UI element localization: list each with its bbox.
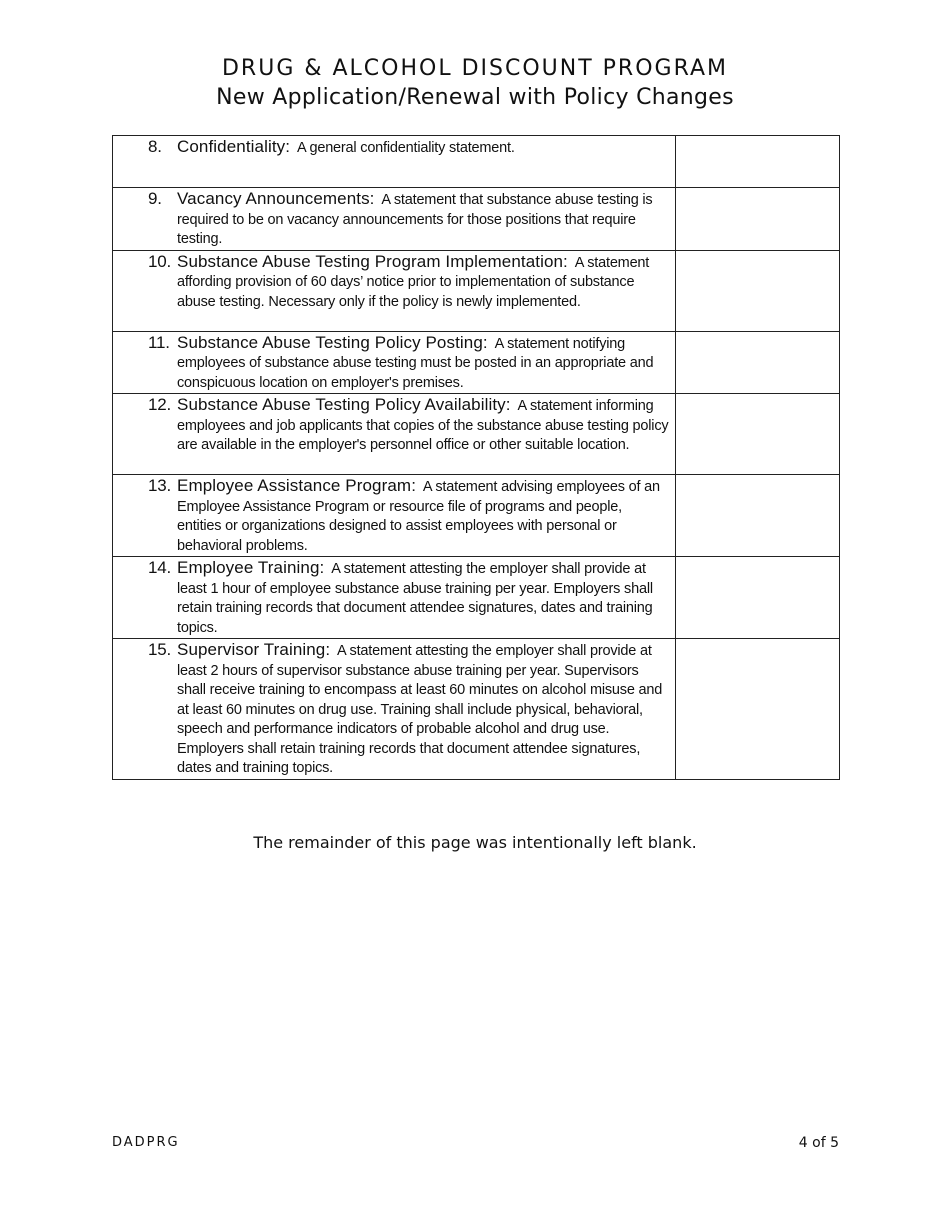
checklist-row <box>113 557 840 639</box>
item-number: 8. <box>148 137 162 156</box>
item-number: 10. <box>148 251 172 271</box>
checklist-item <box>113 557 675 638</box>
checklist-row <box>113 188 840 251</box>
document-title: DRUG & ALCOHOL DISCOUNT PROGRAM <box>221 56 729 81</box>
item-check-cell[interactable] <box>676 394 840 475</box>
item-heading: Substance Abuse Testing Policy Availability: <box>177 395 511 414</box>
item-text: A statement informing employees and job applicants that copies of the substance abuse testing policy are available in the employer's personnel office or other suitable location. <box>177 398 669 453</box>
item-number: 11. <box>148 332 170 352</box>
item-description-cell <box>113 136 676 188</box>
item-check-cell[interactable] <box>676 557 840 639</box>
item-text: A statement attesting the employer shall provide at least 1 hour of employee substance abuse training per year. Employers shall retain training records that document attendee signatures, dates and training topics. <box>177 561 653 636</box>
item-heading: Supervisor Training: <box>177 640 331 659</box>
item-check-cell[interactable] <box>676 250 840 331</box>
item-description-cell <box>113 475 676 557</box>
document-subtitle: New Application/Renewal with Policy Changes <box>216 85 734 110</box>
item-description-cell <box>113 394 676 475</box>
page-header <box>0 55 950 113</box>
item-heading: Employee Assistance Program: <box>177 476 417 495</box>
checklist-row <box>113 250 840 331</box>
checklist-item <box>113 394 675 456</box>
checklist-row <box>113 331 840 394</box>
policy-checklist-table <box>112 135 840 780</box>
item-description-cell <box>113 331 676 394</box>
checklist-row <box>113 475 840 557</box>
item-number: 12. <box>148 395 172 414</box>
item-heading: Vacancy Announcements: <box>177 189 375 208</box>
item-check-cell[interactable] <box>676 639 840 780</box>
item-number: 15. <box>148 640 172 659</box>
item-description-cell <box>113 250 676 331</box>
item-check-cell[interactable] <box>676 331 840 394</box>
checklist-row <box>113 639 840 780</box>
checklist-item <box>113 136 675 159</box>
checklist-item <box>113 251 675 313</box>
item-description-cell <box>113 639 676 780</box>
item-check-cell[interactable] <box>676 136 840 188</box>
checklist-item <box>113 188 675 250</box>
blank-page-note: The remainder of this page was intentionally left blank. <box>253 833 697 852</box>
checklist-item <box>113 332 675 394</box>
item-text: A statement that substance abuse testing is required to be on vacancy announcements for those positions that require testing. <box>177 192 653 247</box>
item-number: 14. <box>148 558 172 577</box>
item-heading: Confidentiality: <box>177 137 291 156</box>
form-code: DADPRG <box>112 1135 180 1150</box>
item-heading: Substance Abuse Testing Policy Posting: <box>177 332 488 352</box>
item-text: A statement advising employees of an Employee Assistance Program or resource file of programs and people, entities or organizations designed to assist employees with personal or behavioral problems. <box>177 479 660 554</box>
item-heading: Employee Training: <box>177 558 325 577</box>
item-check-cell[interactable] <box>676 188 840 251</box>
item-check-cell[interactable] <box>676 475 840 557</box>
checklist-row <box>113 394 840 475</box>
checklist-item <box>113 475 675 556</box>
item-heading: Substance Abuse Testing Program Implementation: <box>177 251 568 271</box>
item-number: 9. <box>148 189 162 208</box>
item-number: 13. <box>148 476 172 495</box>
page-number: 4 of 5 <box>798 1135 839 1151</box>
item-text: A statement attesting the employer shall provide at least 2 hours of supervisor substance abuse training per year. Supervisors shall receive training to encompass at least 60 minutes on alcohol misuse and at least 60 minutes on drug use. Training shall include physical, behavioral, speech and performance indicators of probable alcohol and drug use. Employers shall retain training records that document attendee signatures, dates and training topics. <box>177 643 663 776</box>
item-description-cell <box>113 557 676 639</box>
checklist-row <box>113 136 840 188</box>
item-text: A statement notifying employees of substance abuse testing must be posted in an appropriate and conspicuous location on employer's premises. <box>177 335 654 391</box>
item-text: A general confidentiality statement. <box>296 140 515 156</box>
item-description-cell <box>113 188 676 251</box>
item-text: A statement affording provision of 60 days’ notice prior to implementation of substance abuse testing. Necessary only if the policy is newly implemented. <box>177 254 650 310</box>
checklist-item <box>113 639 675 779</box>
